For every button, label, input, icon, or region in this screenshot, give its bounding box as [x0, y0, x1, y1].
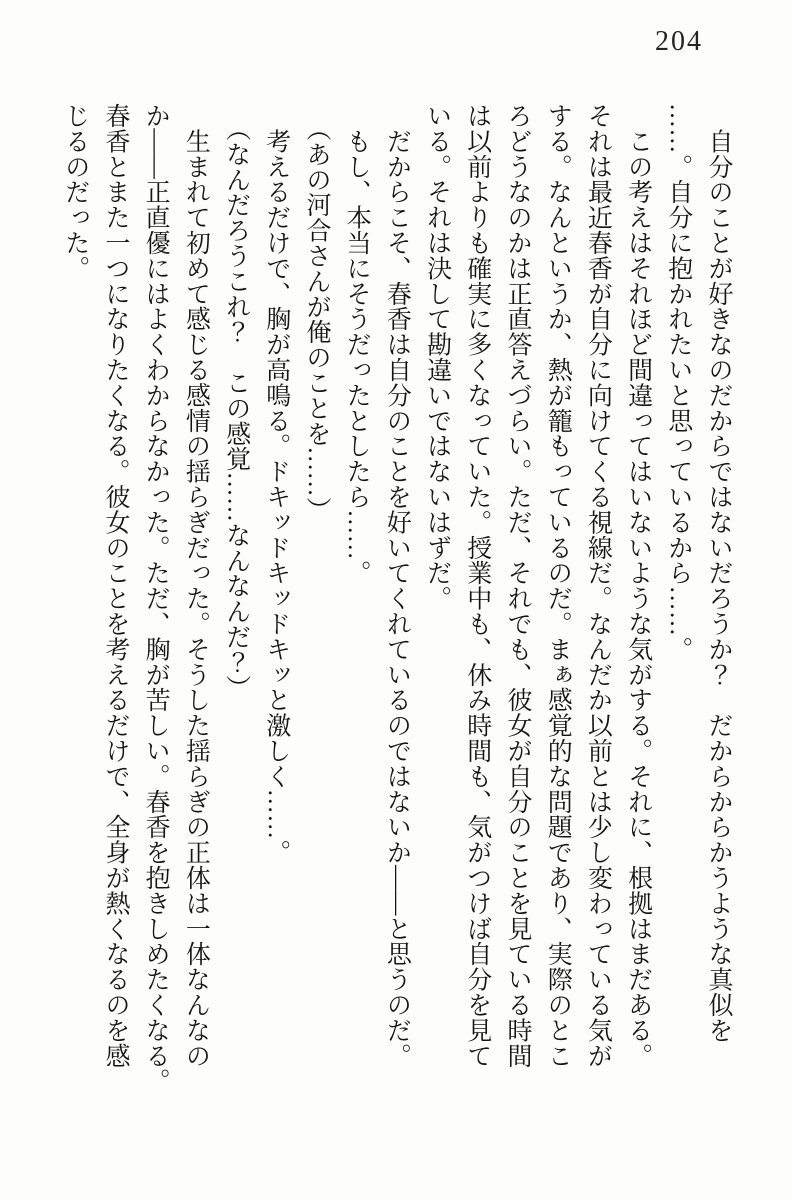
text-line-05: する。なんというか、熱が籠もっているのだ。まぁ感覚的な問題であり、実際のとこ: [544, 103, 572, 1069]
text-line-02: ……。自分に抱かれたいと思っているから……。: [664, 103, 692, 662]
text-line-17: じるのだった。: [61, 103, 89, 281]
text-line-13: （なんだろうこれ？ この感覚……なんなんだ？）: [222, 116, 250, 701]
body-text: [54, 103, 738, 1115]
text-line-10: もし、本当にそうだったとしたら……。: [343, 103, 371, 586]
text-line-03: この考えはそれほど間違ってはいないような気がする。それに、根拠はまだある。: [624, 103, 652, 1069]
text-line-14: 生まれて初めて感じる感情の揺らぎだった。そうした揺らぎの正体は一体なんなの: [182, 103, 210, 1069]
text-line-06: ろどうなのかは正直答えづらい。ただ、それでも、彼女が自分のことを見ている時間: [503, 103, 531, 1069]
text-line-04: それは最近春香が自分に向けてくる視線だ。なんだか以前とは少し変わっている気が: [584, 103, 612, 1069]
text-line-11: （あの河合さんが俺のことを……）: [302, 116, 330, 523]
text-line-09: だからこそ、春香は自分のことを好いてくれているのではないか――と思うのだ。: [383, 103, 411, 1069]
text-line-15: か――正直優にはよくわからなかった。ただ、胸が苦しい。春香を抱きしめたくなる。: [142, 103, 170, 1094]
text-line-16: 春香とまた一つになりたくなる。彼女のことを考えるだけで、全身が熱くなるのを感: [101, 103, 129, 1069]
text-line-01: 自分のことが好きなのだからではないだろうか？ だからからかうような真似を: [705, 103, 732, 1043]
text-line-12: 考えるだけで、胸が高鳴る。ドキッドキッドキッと激しく……。: [262, 103, 290, 865]
page-number: 204: [655, 26, 703, 57]
text-line-08: いる。それは決して勘違いではないはずだ。: [423, 103, 451, 611]
text-line-07: は以前よりも確実に多くなっていた。授業中も、休み時間も、気がつけば自分を見て: [463, 103, 491, 1069]
